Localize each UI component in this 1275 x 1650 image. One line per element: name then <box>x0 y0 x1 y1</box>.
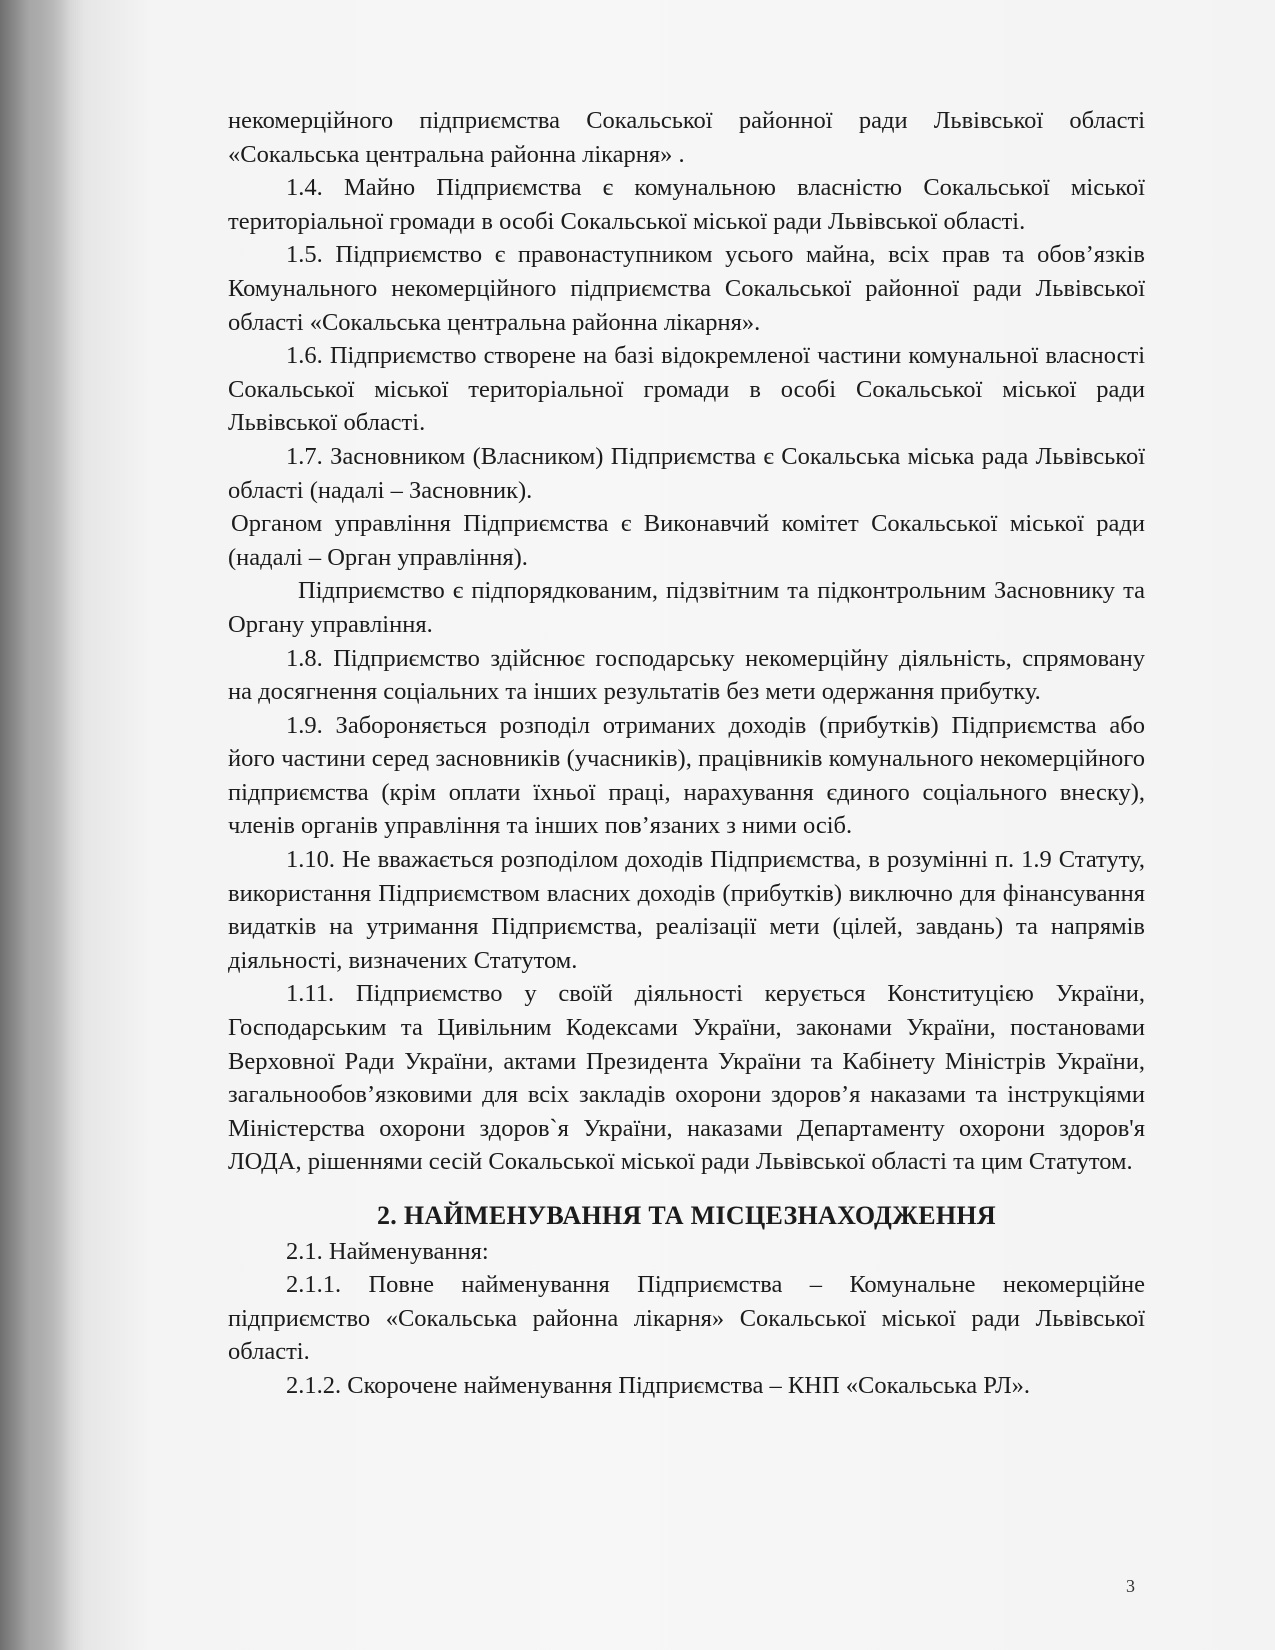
page-number: 3 <box>1126 1576 1135 1596</box>
paragraph-2-1-2: 2.1.2. Скорочене найменування Підприємства – КНП «Сокальська РЛ». <box>286 1371 1030 1399</box>
paragraph-management-body: Органом управління Підприємства є Виконавчий комітет Сокальської міської ради (надалі – Орган управління). <box>228 510 1145 571</box>
paragraph-1-5: 1.5. Підприємство є правонаступником усього майна, всіх прав та обов’язків Комунального некомерційного підприємства Сокальської районної ради Львівської області «Сокальська центральна районна лікарня». <box>228 241 1145 336</box>
section-2-heading: 2. НАЙМЕНУВАННЯ ТА МІСЦЕЗНАХОДЖЕННЯ <box>376 1201 997 1230</box>
paragraph-continuation: некомерційного підприємства Сокальської районної ради Львівської області «Сокальська центральна районна лікарня» . <box>228 107 1145 168</box>
paragraph-1-7: 1.7. Засновником (Власником) Підприємства є Сокальська міська рада Львівської області (надалі – Засновник). <box>228 442 1145 504</box>
paragraph-1-10: 1.10. Не вважається розподілом доходів Підприємства, в розумінні п. 1.9 Статуту, використання Підприємством власних доходів (прибутків) виключно для фінансування видатків на утримання Підприємства, реалізації мети (цілей, завдань) та напрямів діяльності, визначених Статутом. <box>228 846 1145 974</box>
binding-shadow <box>0 0 70 1650</box>
paragraph-2-1: 2.1. Найменування: <box>286 1237 489 1265</box>
paragraph-1-4: 1.4. Майно Підприємства є комунальною власністю Сокальської міської територіальної громади в особі Сокальської міської ради Львівської області. <box>228 174 1145 235</box>
paragraph-2-1-1: 2.1.1. Повне найменування Підприємства – Комунальне некомерційне підприємство «Сокальська районна лікарня» Сокальської міської ради Львівської області. <box>228 1271 1145 1366</box>
paragraph-1-8: 1.8. Підприємство здійснює господарську некомерційну діяльність, спрямовану на досягнення соціальних та інших результатів без мети одержання прибутку. <box>228 644 1145 706</box>
statute-text <box>228 104 1145 1403</box>
paragraph-1-6: 1.6. Підприємство створене на базі відокремленої частини комунальної власності Сокальської міської територіальної громади в особі Сокальської міської ради Львівської області. <box>228 342 1145 437</box>
paragraph-subordination: Підприємство є підпорядкованим, підзвітним та підконтрольним Засновнику та Органу управління. <box>228 577 1145 638</box>
paragraph-1-9: 1.9. Забороняється розподіл отриманих доходів (прибутків) Підприємства або його частини серед засновників (учасників), працівників комунального некомерційного підприємства (крім оплати їхньої праці, нарахування єдиного соціального внеску), членів органів управління та інших пов’язаних з ними осіб. <box>228 711 1145 840</box>
paragraph-1-11: 1.11. Підприємство у своїй діяльності керується Конституцією України, Господарським та Цивільним Кодексами України, законами України, постановами Верховної Ради України, актами Президента України та Кабінету Міністрів України, загальнообов’язковими для всіх закладів охорони здоров’я наказами та інструкціями Міністерства охорони здоров`я України, наказами Департаменту охорони здоров'я ЛОДА, рішеннями сесій Сокальської міської ради Львівської області та цим Статутом. <box>228 980 1145 1176</box>
